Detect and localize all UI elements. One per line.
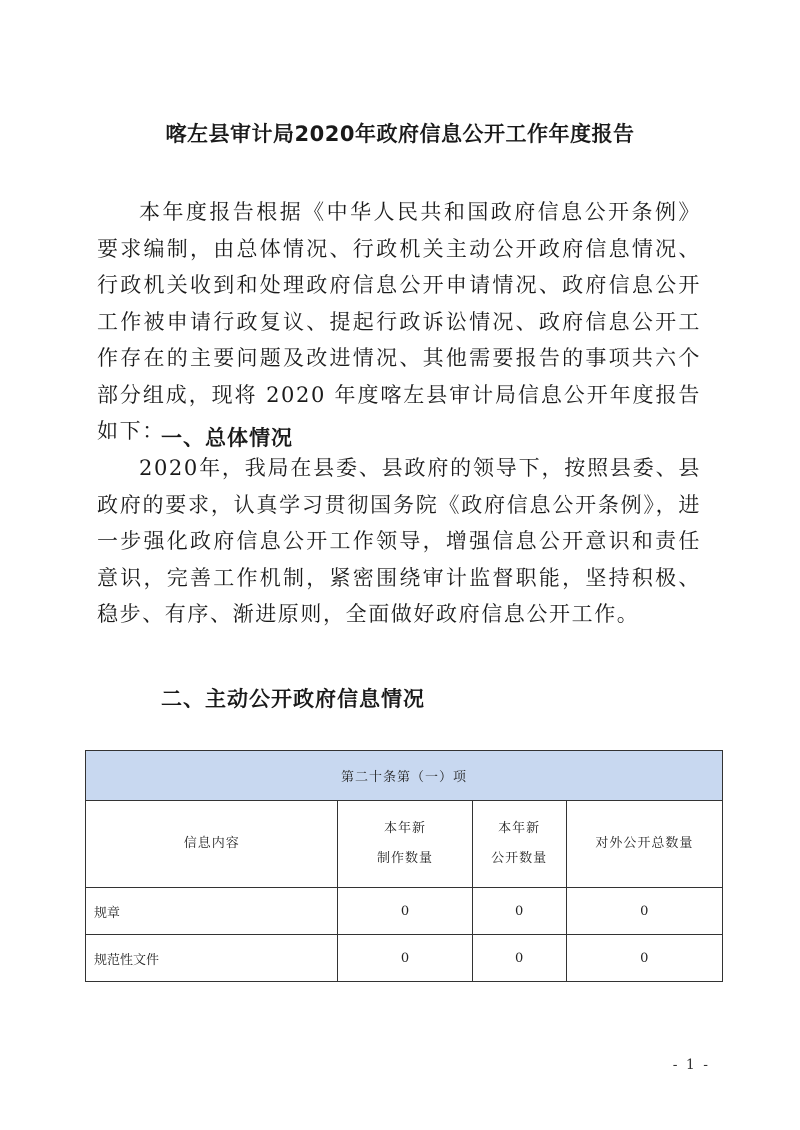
table-row xyxy=(86,935,723,982)
header-total-published: 对外公开总数量 xyxy=(566,801,722,888)
table-caption: 第二十条第（一）项 xyxy=(86,751,723,801)
row-made-count: 0 xyxy=(338,935,472,982)
header-new-published-line2: 公开数量 xyxy=(491,851,548,866)
row-total-count: 0 xyxy=(566,888,722,935)
disclosure-table xyxy=(85,750,723,982)
row-made-count: 0 xyxy=(338,888,472,935)
row-published-count: 0 xyxy=(472,888,566,935)
header-new-made xyxy=(338,801,472,888)
page-title: 喀左县审计局2020年政府信息公开工作年度报告 xyxy=(165,122,635,146)
table-header-row xyxy=(86,801,723,888)
row-published-count: 0 xyxy=(472,935,566,982)
header-new-published xyxy=(472,801,566,888)
section-heading-overview: 一、总体情况 xyxy=(161,426,293,450)
table-caption-row xyxy=(86,751,723,801)
table-row xyxy=(86,888,723,935)
header-new-made-line2: 制作数量 xyxy=(377,851,434,866)
section-heading-proactive-disclosure: 二、主动公开政府信息情况 xyxy=(161,687,425,711)
header-info-content: 信息内容 xyxy=(86,801,338,888)
row-label: 规章 xyxy=(86,888,338,935)
header-new-published-line1: 本年新 xyxy=(498,821,541,836)
header-new-made-line1: 本年新 xyxy=(384,821,427,836)
intro-paragraph: 本年度报告根据《中华人民共和国政府信息公开条例》要求编制，由总体情况、行政机关主动公开政府信息情况、行政机关收到和处理政府信息公开申请情况、政府信息公开工作被申请行政复议、提起行政诉讼情况、政府信息公开工作存在的主要问题及改进情况、其他需要报告的事项共六个部分组成，现将 2020 年度喀左县审计局信息公开年度报告如下： xyxy=(97,200,701,443)
overview-paragraph: 2020年，我局在县委、县政府的领导下，按照县委、县政府的要求，认真学习贯彻国务院《政府信息公开条例》，进一步强化政府信息公开工作领导，增强信息公开意识和责任意识，完善工作机制，紧密围绕审计监督职能，坚持积极、稳步、有序、渐进原则，全面做好政府信息公开工作。 xyxy=(97,456,701,626)
row-label: 规范性文件 xyxy=(86,935,338,982)
page-number: - 1 - xyxy=(672,1057,710,1073)
row-total-count: 0 xyxy=(566,935,722,982)
